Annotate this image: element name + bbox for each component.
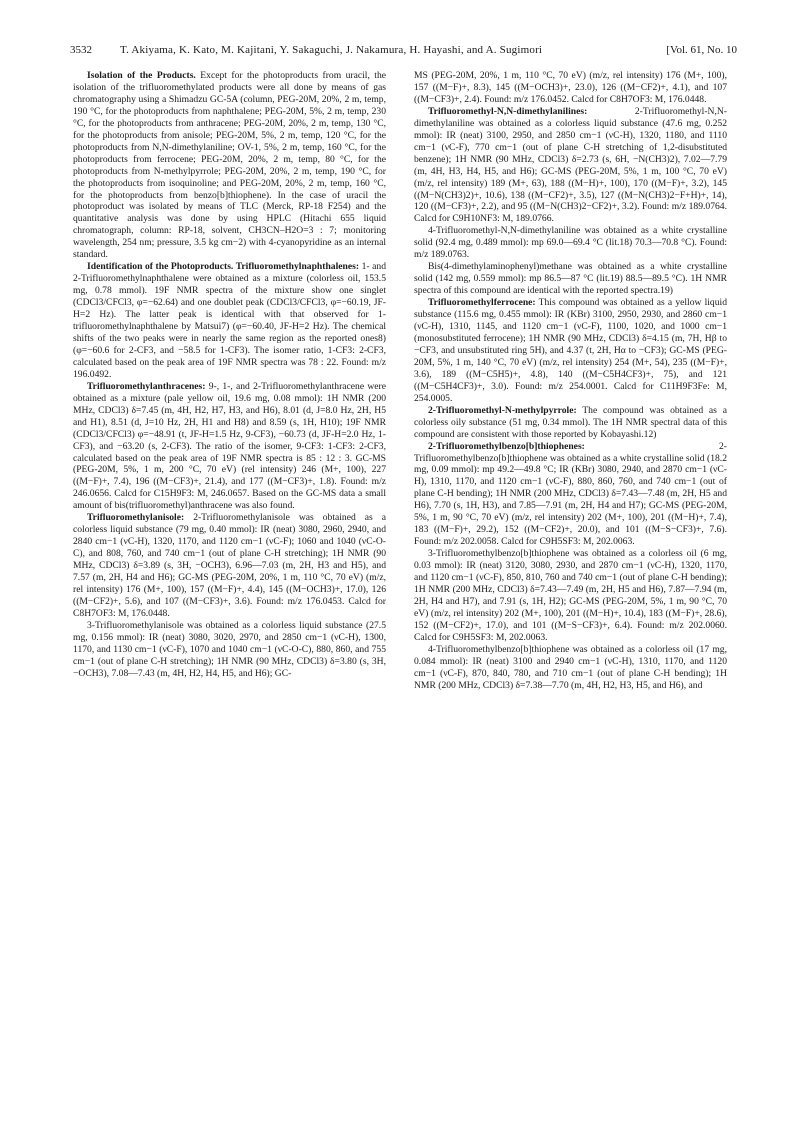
paragraph [414, 297, 727, 405]
paragraph-text: Bis(4-dimethylaminophenyl)methane was obtained as a white crystalline solid (142 mg, 0.559 mmol): mp 86.5—87 °C (lit.19) 88.5—89.5 °C). 1H NMR spectra of this compound are identical with the reported spectra.19) [414, 261, 727, 297]
paragraph-text: This compound was obtained as a yellow liquid substance (115.6 mg, 0.455 mmol): IR (KBr) 3100, 2950, 2930, and 2860 cm−1 (νC-H), 1310, 1145, and 1120 cm−1 (νC-F), 1100, 1020, and 1000 cm−1 (monosubstituted ferrocene); 1H NMR (90 MHz, CDCl3) δ=4.15 (m, 7H, Hβ to −CF3, and unsubstituted ring 5H), and 4.37 (t, 2H, Hα to −CF3); GC-MS (PEG-20M, 5%, 1 m, 140 °C, 70 eV) (m/z, rel intensity) 254 (M+, 54), 235 ((M−F)+, 3.6), 189 ((M−C5H5)+, 4.8), 140 ((M−C5H4CF3)+, 75), and 121 ((M−C5H4CF3)+, 3.0). Found: m/z 254.0001. Calcd for C11H9F3Fe: M, 254.0005. [414, 297, 727, 404]
paragraph [73, 381, 386, 512]
paragraph-heading: Trifluoromethyl-N,N-dimethylanilines: [428, 105, 588, 117]
paragraph [414, 644, 727, 692]
journal-volume: [Vol. 61, No. 10 [666, 44, 737, 56]
paragraph [414, 70, 727, 106]
paragraph-text: 2-Trifluoromethyl-N,N-dimethylaniline was obtained as a colorless liquid substance (47.6 mg, 0.252 mmol): IR (neat) 3100, 2950, and 2850 cm−1 (νC-H), 1320, 1180, and 1110 cm−1 (νC-F), 770 cm−1 (out of plane C-H stretching of 1,2-disubstituted benzene); 1H NMR (90 MHz, CDCl3) δ=2.73 (s, 6H, −N(CH3)2), 7.02—7.79 (m, 4H, H3, H4, H5, and H6); GC-MS (PEG-20M, 5%, 1 m, 100 °C, 70 eV) (m/z, rel intensity) 189 (M+, 63), 188 ((M−H)+, 100), 170 ((M−F)+, 3.2), 145 ((M−N(CH3)2)+, 10.6), 138 ((M−CF2)+, 3.5), 127 ((M−N(CH3)2−F+H)+, 14), 120 ((M−CF3)+, 2.2), and 95 ((M−N(CH3)2−CF2)+, 3.2). Found: m/z 189.0764. Calcd for C9H10NF3: M, 189.0766. [414, 105, 727, 225]
paragraph [414, 441, 727, 549]
left-column [73, 70, 386, 680]
paragraph [414, 106, 727, 226]
paragraph-heading: Trifluoromethylanisole: [87, 512, 185, 524]
paragraph-text: MS (PEG-20M, 20%, 1 m, 110 °C, 70 eV) (m/z, rel intensity) 176 (M+, 100), 157 ((M−F)+, 8.3), 145 ((M−OCH3)+, 23.0), 126 ((M−CF2)+, 4.1), and 107 ((M−CF3)+, 2.4). Found: m/z 176.0452. Calcd for C8H7OF3: M, 176.0448. [414, 70, 727, 105]
author-list: T. Akiyama, K. Kato, M. Kajitani, Y. Sakaguchi, J. Nakamura, H. Hayashi, and A. Sugimori [120, 44, 543, 56]
paragraph [414, 225, 727, 261]
right-column [414, 70, 727, 692]
paragraph-heading: Trifluoromethylanthracenes: [87, 380, 206, 392]
paragraph [73, 70, 386, 261]
page-number: 3532 [70, 44, 92, 56]
running-header [70, 44, 737, 64]
paragraph-heading: 2-Trifluoromethylbenzo[b]thiophenes: [428, 440, 585, 452]
paragraph-text: 2-Trifluoromethylbenzo[b]thiophene was obtained as a white crystalline solid (18.2 mg, 0.09 mmol): mp 49.2—49.8 °C; IR (KBr) 3080, 2940, and 2870 cm−1 (νC-H), 1310, 1170, and 1120 cm−1 (νC-F), 880, 860, 760, and 740 cm−1 (out of plane C-H bending); 1H NMR (200 MHz, CDCl3) δ=7.43—7.48 (m, 2H, H5 and H6), 7.70 (s, 1H, H3), and 7.85—7.91 (m, 2H, H4 and H7); GC-MS (PEG-20M, 5%, 1 m, 90 °C, 70 eV) (m/z, rel intensity) 202 (M+, 100), 201 ((M−H)+, 7.4), 183 ((M−F)+, 29.2), 152 ((M−CF2)+, 20.0), and 101 ((M−S−CF3)+, 7.6). Found: m/z 202.0058. Calcd for C9H5SF3: M, 202.0063. [414, 440, 727, 548]
paragraph-heading: Identification of the Photoproducts. Trifluoromethylnaphthalenes: [87, 261, 360, 273]
paragraph-text: The compound was obtained as a colorless oily substance (51 mg, 0.34 mmol). The 1H NMR spectral data of this compound are consistent with those reported by Kobayashi.12) [414, 404, 727, 440]
paragraph [414, 261, 727, 297]
paragraph-text: 2-Trifluoromethylanisole was obtained as a colorless liquid substance (79 mg, 0.40 mmol): IR (neat) 3080, 2960, 2940, and 2840 cm−1 (νC-H), 1320, 1170, and 1120 cm−1 (νC-F); 1060 and 1040 (νC-O-C), and 808, 760, and 740 cm−1 (out of plane C-H stretching); 1H NMR (90 MHz, CDCl3) δ=3.89 (s, 3H, −OCH3), 6.96—7.03 (m, 2H, H3 and H5), and 7.57 (m, 2H, H4 and H6); GC-MS (PEG-20M, 20%, 1 m, 110 °C, 70 eV) (m/z, rel intensity) 176 (M+, 100), 157 ((M−F)+, 4.4), 145 ((M−OCH3)+, 17.0), 126 ((M−CF2)+, 5.6), and 107 ((M−CF3)+, 3.6). Found: m/z 176.0453. Calcd for C8H7OF3: M, 176.0448. [73, 512, 386, 619]
paragraph-text: 3-Trifluoromethylanisole was obtained as a colorless liquid substance (27.5 mg, 0.156 mmol): IR (neat) 3080, 3020, 2970, and 2850 cm−1 (νC-H), 1300, 1170, and 1130 cm−1 (νC-F), 1070 and 1040 cm−1 (νC-O-C), 880, 860, and 755 cm−1 (out of plane C-H stretching); 1H NMR (90 MHz, CDCl3) δ=3.80 (s, 3H, −OCH3), 7.08—7.43 (m, 4H, H2, H4, H5, and H6); GC- [73, 619, 386, 679]
paragraph-text: 9-, 1-, and 2-Trifluoromethylanthracene were obtained as a mixture (pale yellow oil, 19.6 mg, 0.08 mmol): 1H NMR (200 MHz, CDCl3) δ=7.45 (m, 4H, H2, H7, H3, and H6), 8.01 (d, J=8.0 Hz, 2H, H5 and H1), 8.51 (d, J=10 Hz, 2H, H1 and H8) and 8.59 (s, 1H, H10); 19F NMR (CDCl3/CFCl3) φ=−48.91 (t, JF-H=1.5 Hz, 9-CF3), −60.73 (d, JF-H=2.0 Hz, 1-CF3), and −63.20 (s, 2-CF3). The ratio of the isomer, 9-CF3: 1-CF3: 2-CF3, calculated based on the peak area of 19F NMR spectra is 85 : 12 : 3. GC-MS (PEG-20M, 5%, 1 m, 200 °C, 70 eV) (rel intensity) 246 (M+, 100), 227 ((M−F)+, 7.4), 196 ((M−CF3)+, 21.4), and 177 ((M−CF3)+, 1.8). Found: m/z 246.0656. Calcd for C15H9F3: M, 246.0657. Based on the GC-MS data a small amount of bis(trifluoromethyl)anthracene was also found. [73, 380, 386, 512]
paragraph-heading: Isolation of the Products. [87, 70, 196, 81]
paragraph [73, 620, 386, 680]
paragraph [73, 512, 386, 620]
paragraph-text: Except for the photoproducts from uracil, the isolation of the trifluoromethylated products were all done by means of gas chromatography using a Shimadzu GC-5A (column, PEG-20M, 20%, 2 m, temp, 190 °C, for the photoproducts from naphthalene; PEG-20M, 5%, 2 m, temp, 230 °C, for the photoproducts from anthracene; PEG-20M, 20%, 2 m, temp, 130 °C, for the photoproducts from anisole; PEG-20M, 5%, 2 m, temp, 120 °C, for the photoproducts from N,N-dimethylaniline; OV-1, 5%, 2 m, temp, 160 °C, for the photoproducts from ferrocene; PEG-20M, 20%, 2 m, temp, 80 °C, for the photoproducts from N-methylpyrrole; PEG-20M, 20%, 2 m, temp, 190 °C, for the photoproducts from isoquinoline; and PEG-20M, 20%, 2 m, temp, 160 °C, for the photoproducts from benzo[b]thiophene). In the case of uracil the photoproduct was isolated by means of TLC (Merck, RP-18 F254) and the quantitative analysis was done by using HPLC (Hitachi 655 liquid chromatograph, column: RP-18, solvent, CH3CN–H2O=3 : 7; monitoring wavelength, 254 nm; pressure, 3.5 kg cm−2) with 4-cyanopyridine as an internal standard. [73, 70, 387, 261]
paragraph [414, 405, 727, 441]
paragraph-heading: Trifluoromethylferrocene: [428, 297, 536, 309]
paragraph-text: 4-Trifluoromethylbenzo[b]thiophene was obtained as a colorless oil (17 mg, 0.084 mmol): IR (neat) 3100 and 2940 cm−1 (νC-H), 1310, 1170, and 1120 cm−1 (νC-F), 870, 840, 780, and 710 cm−1 (out of plane C-H bending); 1H NMR (200 MHz, CDCl3) δ=7.38—7.70 (m, 4H, H2, H3, H5, and H6), and [414, 643, 727, 691]
paragraph-text: 4-Trifluoromethyl-N,N-dimethylaniline was obtained as a white crystalline solid (92.4 mg, 0.489 mmol): mp 69.0—69.4 °C (lit.18) 70.3—70.8 °C). Found: m/z 189.0763. [414, 225, 727, 261]
paragraph [73, 261, 386, 381]
paragraph [414, 548, 727, 644]
paragraph-heading: 2-Trifluoromethyl-N-methylpyrrole: [428, 404, 577, 416]
paragraph-text: 3-Trifluoromethylbenzo[b]thiophene was obtained as a colorless oil (6 mg, 0.03 mmol): IR (neat) 3120, 3080, 2930, and 2870 cm−1 (νC-H), 1320, 1170, and 1120 cm−1 (νC-F), 850, 810, 760 and 740 cm−1 (out of plane C-H bending); 1H NMR (200 MHz, CDCl3) δ=7.43—7.49 (m, 2H, H5 and H6), 7.87—7.94 (m, 2H, H4 and H7), and 7.91 (s, 1H, H2); GC-MS (PEG-20M, 5%, 1 m, 90 °C, 70 eV) (m/z, rel intensity) 202 (M+, 100), 201 ((M−H)+, 10.4), 183 ((M−F)+, 28.6), 152 ((M−CF2)+, 17.0), and 101 ((M−S−CF3)+, 6.4). Found: m/z 202.0060. Calcd for C9H5SF3: M, 202.0063. [414, 548, 727, 643]
paragraph-text: 1- and 2-Trifluoromethylnaphthalene were obtained as a mixture (colorless oil, 153.5 mg, 0.78 mmol). 19F NMR spectra of the mixture show one singlet (CDCl3/CFCl3, φ=−62.64) and one doublet peak (CDCl3/CFCl3, φ=−60.19, JF-H=2 Hz). The latter peak is identical with that observed for 1-trifluoromethylnaphthalene by Matsui7) (φ=−60.40, JF-H=2 Hz). The chemical shifts of the two peaks were in nearly the same region as the reported ones8) (φ=−60.6 for 2-CF3, and −58.5 for 1-CF3). The isomer ratio, 1-CF3: 2-CF3, calculated based on the peak area of 19F NMR spectra was 78 : 22. Found: m/z 196.0492. [73, 261, 386, 380]
